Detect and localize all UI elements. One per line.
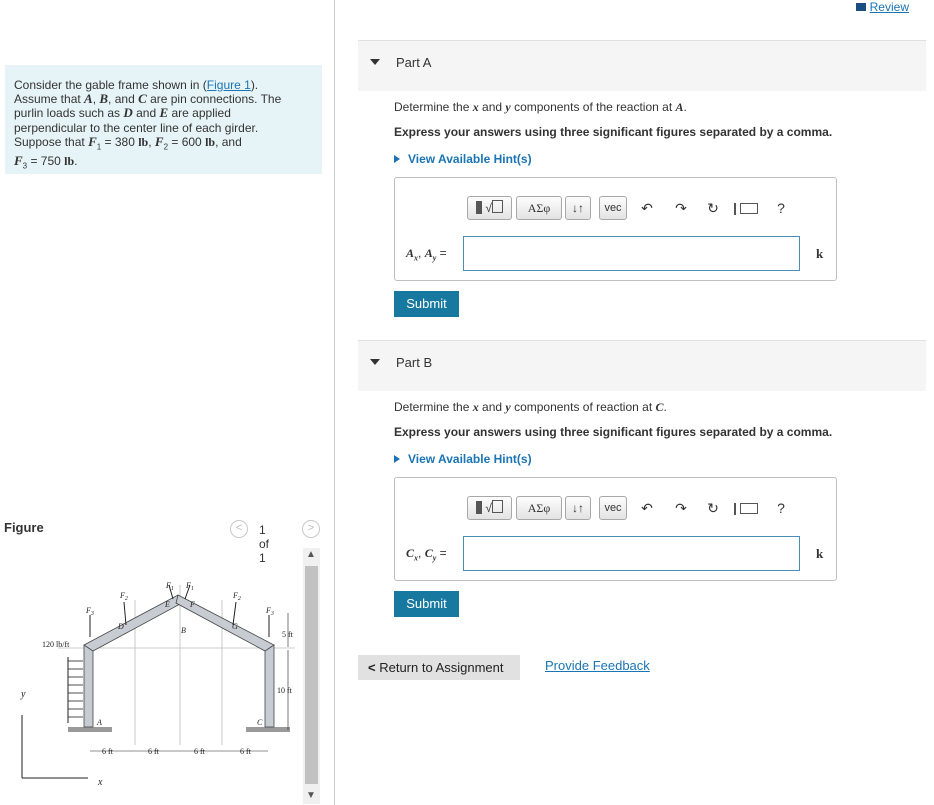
figure-scroll-thumb[interactable] — [305, 566, 318, 784]
greek-button[interactable]: ΑΣφ — [516, 196, 562, 220]
part-b-submit-button[interactable]: Submit — [394, 591, 459, 617]
part-a-answer-label: $A_x$, $A_y$ = — [406, 246, 447, 263]
next-figure-button[interactable]: > — [302, 520, 320, 538]
f1-left-label: $F_1$ — [166, 581, 174, 592]
part-a-answer-input[interactable] — [463, 236, 800, 271]
keyboard-icon[interactable] — [733, 498, 759, 518]
figure-link[interactable]: Figure 1 — [206, 78, 251, 92]
f2-left-label: $F_2$ — [120, 591, 128, 602]
undo-icon[interactable]: ↶ — [641, 500, 653, 516]
greek-button[interactable]: ΑΣφ — [516, 496, 562, 520]
hint-arrow-icon — [394, 155, 400, 163]
return-to-assignment-button[interactable]: < Return to Assignment — [358, 655, 520, 680]
x-axis-label: x — [98, 777, 103, 788]
column-divider — [334, 0, 335, 805]
arrows-button[interactable]: ↓↑ — [565, 496, 591, 520]
part-a-hint-link[interactable]: View Available Hint(s) — [394, 152, 532, 166]
prev-figure-button[interactable]: < — [230, 520, 248, 538]
part-a-instruction: Express your answers using three significant figures separated by a comma. — [394, 125, 833, 139]
point-g-label: G — [232, 622, 238, 631]
templates-button[interactable]: √ — [467, 196, 512, 220]
left-column — [84, 645, 93, 727]
load-label: 120 lb/ft — [42, 640, 70, 649]
vec-button[interactable]: vec — [599, 196, 627, 220]
part-b-instruction: Express your answers using three significant figures separated by a comma. — [394, 425, 833, 439]
part-a-answer-box — [394, 177, 837, 281]
redo-icon[interactable]: ↷ — [675, 200, 687, 216]
part-b-hint-link[interactable]: View Available Hint(s) — [394, 452, 532, 466]
problem-statement: Consider the gable frame shown in (Figure 1). Assume that A, B, and C are pin connections. The purlin loads such as D and E are applied perpendicular to the center line of each girder. Suppose that $F_1 = 380$ lb, $F_2 = 600$ lb, and $F_3 = 750$ lb. — [5, 65, 322, 174]
part-a-unit: k — [816, 246, 824, 261]
part-b-unit: k — [816, 546, 824, 561]
part-b-answer-box — [394, 477, 837, 581]
ground-left — [68, 727, 112, 732]
reset-icon[interactable]: ↻ — [707, 200, 719, 216]
keyboard-icon[interactable] — [733, 198, 759, 218]
gable-frame-figure — [0, 545, 302, 805]
dim-6ft-1: 6 ft — [102, 747, 113, 756]
help-icon[interactable]: ? — [777, 200, 785, 216]
dim-6ft-4: 6 ft — [240, 747, 251, 756]
collapse-triangle-icon — [370, 359, 380, 365]
part-a-question: Determine the x and y components of the reaction at A. — [394, 100, 687, 114]
reset-icon[interactable]: ↻ — [707, 500, 719, 516]
dim-6ft-3: 6 ft — [194, 747, 205, 756]
review-link[interactable]: Review — [856, 0, 909, 14]
collapse-triangle-icon — [370, 59, 380, 65]
scroll-down-icon[interactable]: ▼ — [306, 790, 316, 801]
undo-icon[interactable]: ↶ — [641, 200, 653, 216]
vec-button[interactable]: vec — [599, 496, 627, 520]
part-b-header[interactable]: Part B — [358, 340, 926, 391]
f3-right-label: $F_3$ — [266, 606, 274, 617]
f2-right-label: $F_2$ — [233, 591, 241, 602]
point-f-label: F — [190, 600, 195, 609]
part-b-answer-label: $C_x$, $C_y$ = — [406, 546, 447, 563]
help-icon[interactable]: ? — [777, 500, 785, 516]
part-a-header[interactable]: Part A — [358, 40, 926, 91]
f1-right-label: $F_1$ — [186, 581, 194, 592]
part-b-answer-input[interactable] — [463, 536, 800, 571]
provide-feedback-link[interactable]: Provide Feedback — [545, 658, 650, 673]
ground-right — [246, 727, 290, 732]
point-a-label: A — [97, 718, 102, 727]
y-axis-label: y — [21, 689, 26, 700]
redo-icon[interactable]: ↷ — [675, 500, 687, 516]
distributed-load-arrows — [68, 661, 83, 717]
point-e-label: E — [165, 600, 170, 609]
chevron-left-icon: < — [368, 660, 376, 675]
arrows-button[interactable]: ↓↑ — [565, 196, 591, 220]
part-a-submit-button[interactable]: Submit — [394, 291, 459, 317]
scroll-up-icon[interactable]: ▲ — [306, 549, 316, 560]
point-d-label: D — [118, 622, 124, 631]
figure-label: Figure — [4, 520, 44, 535]
right-column — [265, 645, 274, 727]
point-b-label: B — [181, 626, 186, 635]
review-icon — [856, 3, 866, 11]
point-c-label: C — [257, 718, 263, 727]
part-b-question: Determine the x and y components of reaction at C. — [394, 400, 667, 414]
pager-text: 1 of 1 — [259, 523, 270, 565]
dim-6ft-2: 6 ft — [148, 747, 159, 756]
dim-10ft: 10 ft — [277, 686, 292, 695]
f3-left-label: $F_3$ — [86, 606, 94, 617]
templates-button[interactable]: √ — [467, 496, 512, 520]
dim-5ft: 5 ft — [282, 630, 293, 639]
hint-arrow-icon — [394, 455, 400, 463]
